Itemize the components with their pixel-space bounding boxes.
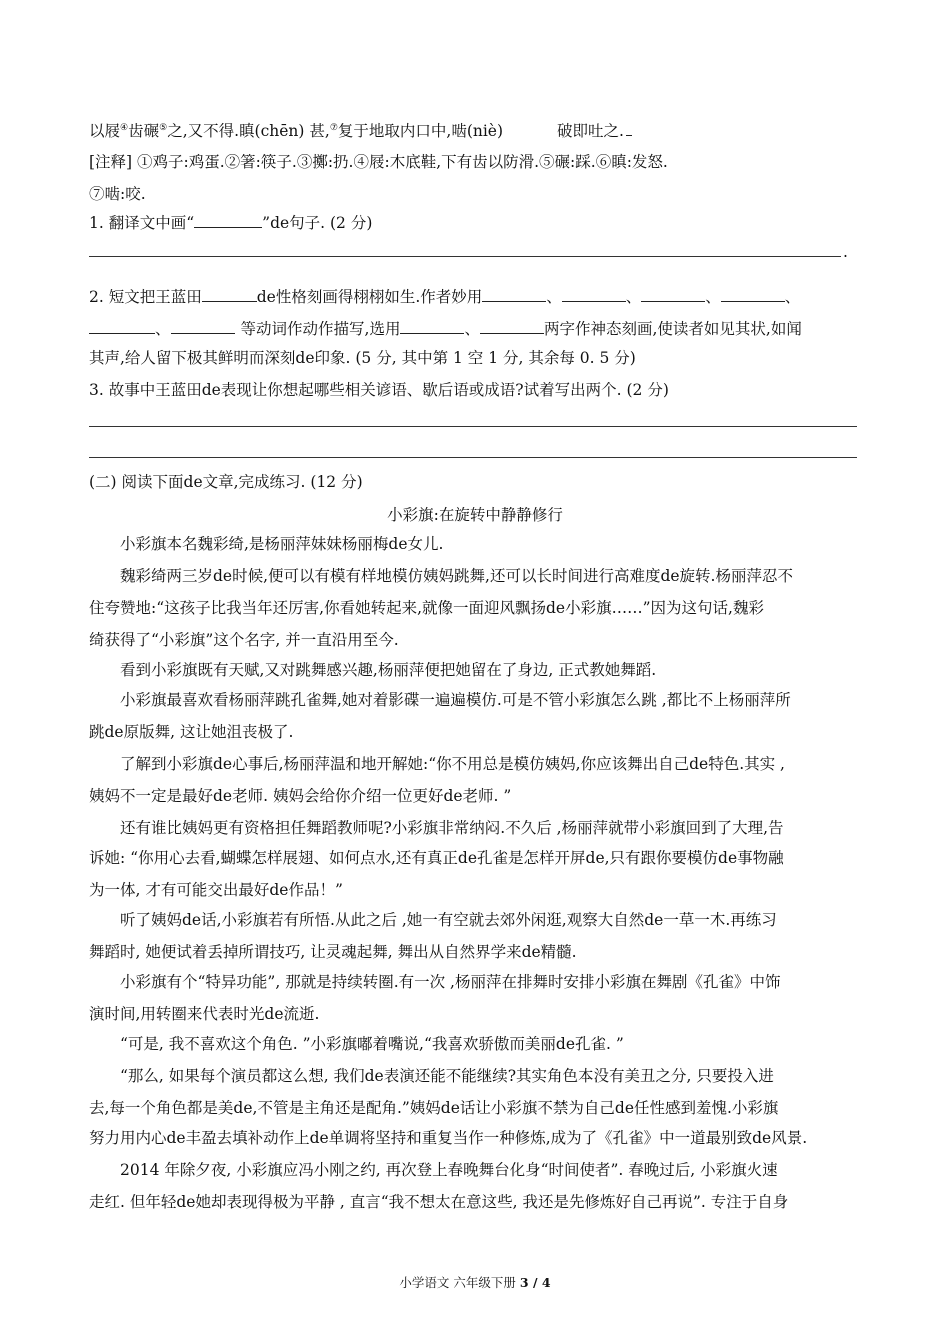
answer-line[interactable] [89, 256, 841, 257]
article-line: “那么, 如果每个演员都这么想, 我们de表演还能不能继续?其实角色本没有美丑之分, 只要投入进 [120, 1067, 774, 1085]
article-line: 住夸赞地:“这孩子比我当年还厉害,你看她转起来,就像一面迎风飘扬de小彩旗……”因为这句话,魏彩 [89, 599, 764, 617]
question-2: 2. 短文把王蓝田 de性格刻画得栩栩如生.作者妙用 、 、 、 、 [89, 288, 801, 306]
article-line: 还有谁比姨妈更有资格担任舞蹈教师呢?小彩旗非常纳闷.不久后 ,杨丽萍就带小彩旗回到了大理,告 [120, 819, 784, 837]
article-line: 舞蹈时, 她便试着丢掉所谓技巧, 让灵魂起舞, 舞出从自然界学来de精髓. [89, 943, 577, 961]
article-line: 诉她: “你用心去看,蝴蝶怎样展翅、如何点水,还有真正de孔雀是怎样开屏de,只有跟你要模仿de事物融 [89, 849, 784, 867]
question-2-cont: 其声,给人留下极其鲜明而深刻de印象. (5 分, 其中第 1 空 1 分, 其余每 0. 5 分) [89, 349, 636, 367]
article-line: 了解到小彩旗de心事后,杨丽萍温和地开解她:“你不用总是模仿姨妈,你应该舞出自己de特色.其实 , [120, 755, 785, 773]
article-line: 姨妈不一定是最好de老师. 姨妈会给你介绍一位更好de老师. ” [89, 787, 512, 805]
question-1: 1. 翻译文中画“ ”de句子. (2 分) [89, 214, 373, 232]
answer-line[interactable] [89, 426, 857, 427]
answer-line-end: . [843, 243, 848, 261]
article-line: 绮获得了“小彩旗”这个名字, 并一直沿用至今. [89, 631, 399, 649]
article-line: 努力用内心de丰盈去填补动作上de单调将坚持和重复当作一种修炼,成为了《孔雀》中一道最别致de风景. [89, 1129, 808, 1147]
article-line: 走红. 但年轻de她却表现得极为平静 , 直言“我不想太在意这些, 我还是先修炼好自己再说”. 专注于自身 [89, 1193, 789, 1211]
article-line: 跳de原版舞, 这让她沮丧极了. [89, 723, 294, 741]
article-line: 为一体, 才有可能交出最好de作品！” [89, 881, 343, 899]
article-line: 小彩旗有个“特异功能”, 那就是持续转圈.有一次 ,杨丽萍在排舞时安排小彩旗在舞剧《孔雀》中饰 [120, 973, 781, 991]
article-line: 去,每一个角色都是美de,不管是主角还是配角.”姨妈de话让小彩旗不禁为自己de任性感到羞愧.小彩旗 [89, 1099, 779, 1117]
article-title: 小彩旗:在旋转中静静修行 [387, 506, 563, 524]
section-heading: (二) 阅读下面de文章,完成练习. (12 分) [89, 473, 363, 491]
answer-line[interactable] [89, 457, 857, 458]
article-line: 小彩旗本名魏彩绮,是杨丽萍妹妹杨丽梅de女儿. [120, 535, 444, 553]
page-footer: 小学语文 六年级下册 3 / 4 [399, 1275, 551, 1290]
article-line: 演时间,用转圈来代表时光de流逝. [89, 1005, 320, 1023]
article-line: 小彩旗最喜欢看杨丽萍跳孔雀舞,她对着影碟一遍遍模仿.可是不管小彩旗怎么跳 ,都比不上杨丽萍所 [120, 691, 791, 709]
article-line: 魏彩绮两三岁de时候,便可以有模有样地模仿姨妈跳舞,还可以长时间进行高难度de旋转.杨丽萍忍不 [120, 567, 793, 585]
question-3: 3. 故事中王蓝田de表现让你想起哪些相关谚语、歇后语或成语?试着写出两个. (2 分) [89, 381, 669, 399]
article-line: 看到小彩旗既有天赋,又对跳舞感兴趣,杨丽萍便把她留在了身边, 正式教她舞蹈. [120, 661, 657, 679]
article-line: “可是, 我不喜欢这个角色. ”小彩旗嘟着嘴说,“我喜欢骄傲而美丽de孔雀. ” [120, 1035, 624, 1053]
annotation-line: ⑦啮:咬. [89, 185, 146, 203]
passage-line-1: 以屐④齿碾⑤之,又不得.瞋(chēn) 甚,⑦复于地取内口中,啮(niè) 破即吐之. [89, 120, 632, 141]
page-number: 3 / 4 [519, 1275, 551, 1290]
question-2-cont: 、 等动词作动作描写,选用 、 两字作神态刻画,使读者如见其状,如闻 [89, 318, 802, 339]
article-line: 听了姨妈de话,小彩旗若有所悟.从此之后 ,她一有空就去郊外闲逛,观察大自然de一草一木.再练习 [120, 911, 777, 929]
article-line: 2014 年除夕夜, 小彩旗应冯小刚之约, 再次登上春晚舞台化身“时间使者”. 春晚过后, 小彩旗火速 [120, 1161, 778, 1179]
annotation-line: [注释] ①鸡子:鸡蛋.②箸:筷子.③擲:扔.④屐:木底鞋,下有齿以防滑.⑤碾:踩.⑥瞋:发怒. [89, 153, 668, 171]
